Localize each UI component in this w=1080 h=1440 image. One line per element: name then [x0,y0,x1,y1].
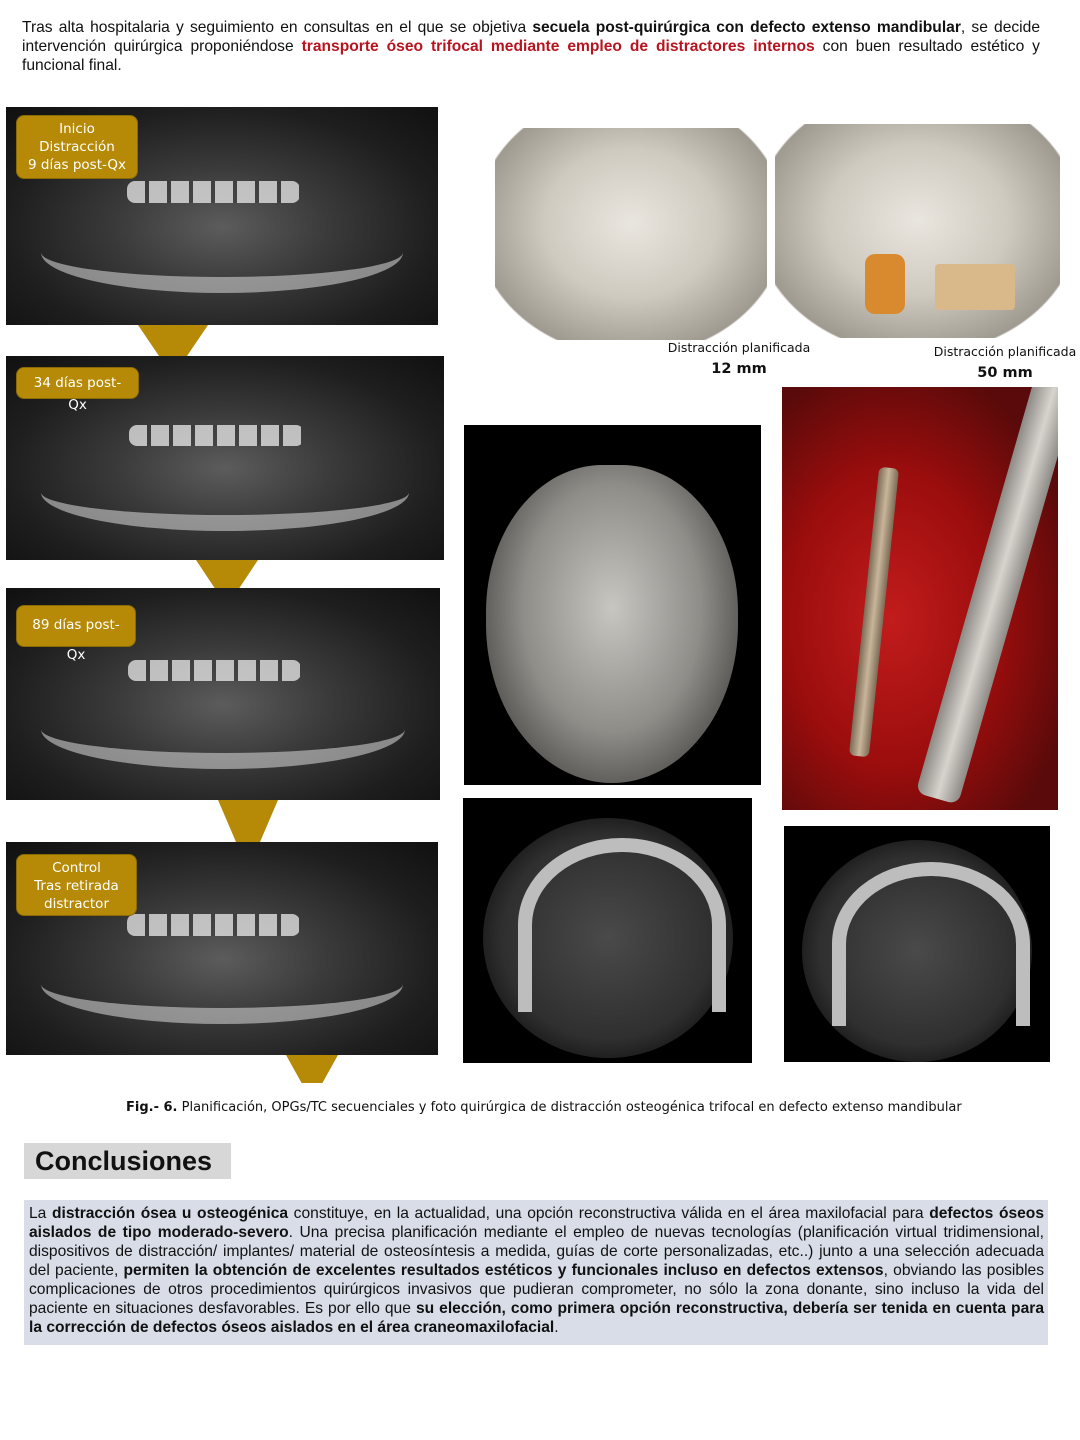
label-line: 34 días post-Qx [33,375,122,413]
planning-3d-model-left [495,128,767,340]
planning-mm: 12 mm [711,361,767,377]
planning-label: Distracción planificada [933,344,1077,359]
intro-highlight: transporte óseo trifocal mediante empleo de distractores internos [301,38,815,55]
concl-bold: defectos óseos aislados de tipo moderado-severo [29,1205,1045,1241]
intro-text: Tras alta hospitalaria y seguimiento en consultas en el que se objetiva [22,19,533,36]
label-line: distractor [44,896,109,912]
timeline-arrow [138,325,208,356]
concl-bold: su elección, como primera opción reconstructiva, debería ser tenida en cuenta para la corrección de defectos óseos aislados en el área craneomaxilofacial [29,1300,1044,1336]
intro-paragraph [22,18,1040,75]
intro-text: con buen resultado estético y funcional final. [22,38,1040,74]
xray-label-1 [16,115,138,179]
planning-caption-right [930,344,1080,381]
concl-text: . [554,1319,559,1336]
label-line: Inicio [59,121,95,137]
ct-3d-render [464,425,761,785]
mandible-arc [518,838,726,1012]
label-line: 89 días post-Qx [32,617,120,663]
surgical-photo [782,387,1058,810]
distractor-block [935,264,1015,310]
label-line: Control [52,860,101,876]
conclusions-paragraph [24,1200,1048,1345]
distractor-guide [865,254,905,314]
intro-text: , se decide intervención quirúrgica proponiéndose [22,19,1040,55]
figure-caption-prefix: Fig.- 6. [126,1100,178,1115]
label-line: 9 días post-Qx [28,157,126,173]
xray-label-3 [16,605,136,663]
planning-label: Distracción planificada [667,340,811,355]
timeline-arrow [286,1055,338,1083]
axial-ct-left [463,798,752,1063]
planning-3d-model-right [775,124,1060,338]
distractor-plate [849,467,899,758]
concl-text: constituye, en la actualidad, una opción reconstructiva válida en el área maxilofacial para [288,1205,930,1222]
concl-text: La [29,1205,52,1222]
concl-text: , obviando las posibles complicaciones de otros procedimientos quirúrgicos invasivos que pudieran comprometer, no sólo la zona donante, sino incluso la vida del paciente en situaciones desfavorables. Es por ello que [29,1262,1045,1317]
label-line: Tras retirada [34,878,119,894]
xray-label-2 [16,367,139,413]
planning-caption-left [664,340,814,377]
intro-bold: secuela post-quirúrgica con defecto extenso mandibular [532,19,961,36]
retractor [916,387,1058,805]
xray-label-4 [16,854,137,916]
figure-caption [126,1100,1026,1115]
mandible-arc [832,862,1030,1026]
conclusions-heading: Conclusiones [24,1143,231,1179]
concl-bold: permiten la obtención de excelentes resultados estéticos y funcionales incluso en defectos extensos [123,1262,884,1279]
planning-mm: 50 mm [977,365,1033,381]
timeline-arrow [196,560,258,588]
axial-ct-right [784,826,1050,1062]
skull-shape [486,465,738,783]
concl-text: . Una precisa planificación mediante el empleo de nuevas tecnologías (planificación virtual tridimensional, dispositivos de distracción/ implantes/ material de osteosíntesis a medida, guías de corte personalizadas, etc..) junto a una selección adecuada del paciente, [29,1224,1044,1279]
label-line: Distracción [39,139,115,155]
concl-bold: distracción ósea u osteogénica [51,1205,289,1222]
timeline-arrow [218,800,278,842]
figure-caption-text: Planificación, OPGs/TC secuenciales y foto quirúrgica de distracción osteogénica trifocal en defecto extenso mandibular [177,1100,962,1115]
